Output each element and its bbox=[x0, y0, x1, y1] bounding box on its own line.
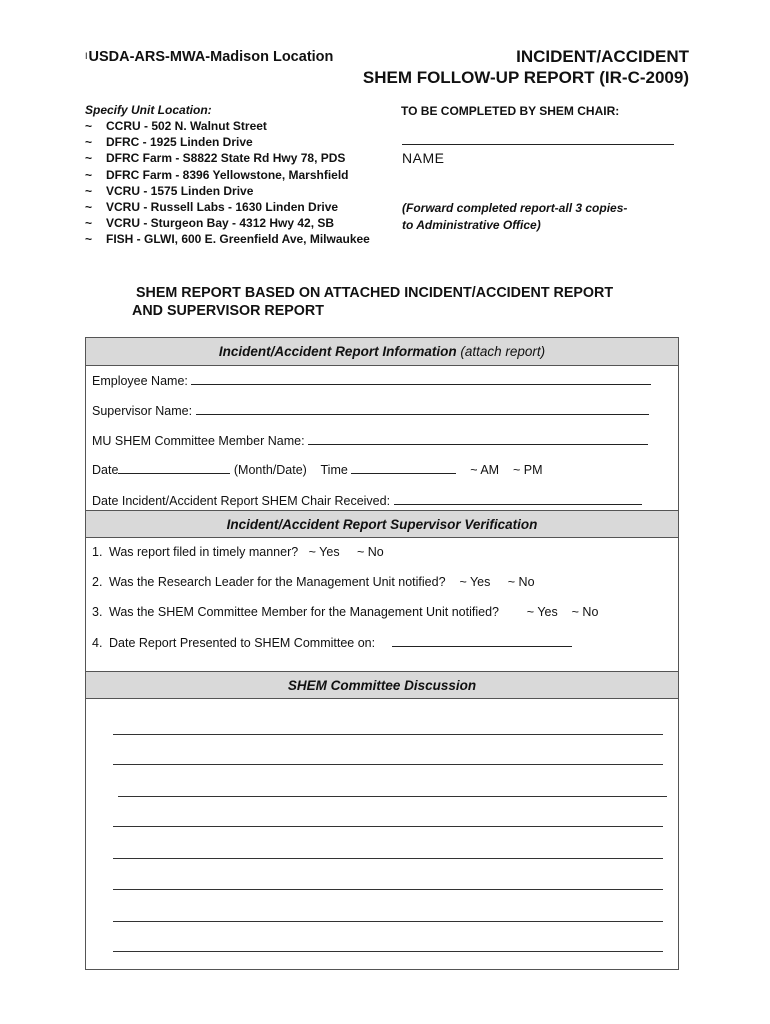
no-option[interactable]: ~ No bbox=[507, 575, 535, 589]
no-option[interactable]: ~ No bbox=[571, 605, 599, 619]
section-supervisor-verification-header: Incident/Accident Report Supervisor Verification bbox=[86, 510, 678, 538]
checkbox-marker[interactable]: ~ bbox=[85, 183, 93, 198]
question-row: 2. Was the Research Leader for the Management Unit notified? ~ Yes ~ No bbox=[92, 575, 535, 589]
section-report-information-header: Incident/Accident Report Information (attach report) bbox=[86, 338, 678, 366]
question-row: 3. Was the SHEM Committee Member for the Management Unit notified? ~ Yes ~ No bbox=[92, 605, 599, 619]
report-basis-statement: SHEM REPORT BASED ON ATTACHED INCIDENT/ACCIDENT REPORT AND SUPERVISOR REPORT bbox=[132, 285, 614, 319]
unit-option[interactable]: ~ VCRU - Russell Labs - 1630 Linden Drive bbox=[85, 199, 339, 214]
date-field[interactable] bbox=[118, 462, 230, 474]
report-form bbox=[85, 337, 679, 970]
shem-chair-label: TO BE COMPLETED BY SHEM CHAIR: bbox=[401, 104, 620, 118]
no-option[interactable]: ~ No bbox=[356, 545, 384, 559]
question-row: 1. Was report filed in timely manner? ~ Yes ~ No bbox=[92, 545, 384, 559]
checkbox-marker[interactable]: ~ bbox=[85, 151, 93, 166]
discussion-line[interactable] bbox=[113, 921, 663, 922]
location-header bbox=[85, 49, 333, 65]
discussion-line[interactable] bbox=[118, 796, 667, 797]
employee-name-field[interactable] bbox=[191, 373, 651, 385]
unit-option[interactable]: ~ DFRC Farm - 8396 Yellowstone, Marshfield bbox=[85, 167, 349, 182]
time-field[interactable] bbox=[351, 462, 456, 474]
left-tick: I bbox=[85, 51, 88, 61]
yes-option[interactable]: ~ Yes bbox=[526, 605, 558, 619]
unit-location-heading: Specify Unit Location: bbox=[85, 103, 212, 117]
report-title-line1: INCIDENT/ACCIDENT bbox=[516, 47, 689, 66]
discussion-line[interactable] bbox=[113, 764, 663, 765]
presented-date-field[interactable] bbox=[392, 635, 572, 647]
question-row: 4. Date Report Presented to SHEM Committee on: bbox=[92, 635, 572, 650]
date-time-row: Date (Month/Date) Time ~ AM ~ PM bbox=[92, 463, 543, 477]
forward-instructions: (Forward completed report-all 3 copies- to Administrative Office) bbox=[402, 201, 628, 232]
received-date-field[interactable] bbox=[394, 493, 642, 505]
checkbox-marker[interactable]: ~ bbox=[85, 167, 93, 182]
unit-option[interactable]: ~ DFRC Farm - S8822 State Rd Hwy 78, PDS bbox=[85, 151, 346, 166]
unit-location-list bbox=[85, 118, 370, 248]
discussion-line[interactable] bbox=[113, 858, 663, 859]
yes-option[interactable]: ~ Yes bbox=[308, 545, 340, 559]
discussion-line[interactable] bbox=[113, 826, 663, 827]
unit-option[interactable]: ~ DFRC - 1925 Linden Drive bbox=[85, 135, 253, 150]
discussion-line[interactable] bbox=[113, 734, 663, 735]
checkbox-marker[interactable]: ~ bbox=[85, 232, 93, 247]
checkbox-marker[interactable]: ~ bbox=[85, 135, 93, 150]
pm-option[interactable]: ~ PM bbox=[512, 463, 543, 477]
supervisor-name-row: Supervisor Name: bbox=[92, 403, 649, 418]
location-text: USDA-ARS-MWA-Madison Location bbox=[88, 49, 334, 65]
unit-option[interactable]: ~ CCRU - 502 N. Walnut Street bbox=[85, 119, 267, 133]
unit-option[interactable]: ~ VCRU - 1575 Linden Drive bbox=[85, 183, 254, 198]
checkbox-marker[interactable]: ~ bbox=[85, 119, 93, 133]
report-title-line2: SHEM FOLLOW-UP REPORT (IR-C-2009) bbox=[362, 68, 689, 87]
name-label: NAME bbox=[402, 150, 445, 166]
yes-option[interactable]: ~ Yes bbox=[459, 575, 491, 589]
employee-name-row: Employee Name: bbox=[92, 373, 651, 388]
section-committee-discussion-header: SHEM Committee Discussion bbox=[86, 671, 678, 699]
supervisor-name-field[interactable] bbox=[196, 403, 649, 415]
committee-member-field[interactable] bbox=[308, 433, 648, 445]
am-option[interactable]: ~ AM bbox=[470, 463, 500, 477]
discussion-line[interactable] bbox=[113, 951, 663, 952]
unit-option[interactable]: ~ FISH - GLWI, 600 E. Greenfield Ave, Milwaukee bbox=[85, 232, 370, 247]
checkbox-marker[interactable]: ~ bbox=[85, 199, 93, 214]
unit-option[interactable]: ~ VCRU - Sturgeon Bay - 4312 Hwy 42, SB bbox=[85, 216, 335, 231]
checkbox-marker[interactable]: ~ bbox=[85, 216, 93, 231]
discussion-line[interactable] bbox=[113, 889, 663, 890]
received-date-row: Date Incident/Accident Report SHEM Chair Received: bbox=[92, 493, 642, 508]
chair-name-field[interactable] bbox=[402, 144, 674, 145]
committee-member-row: MU SHEM Committee Member Name: bbox=[92, 433, 648, 448]
